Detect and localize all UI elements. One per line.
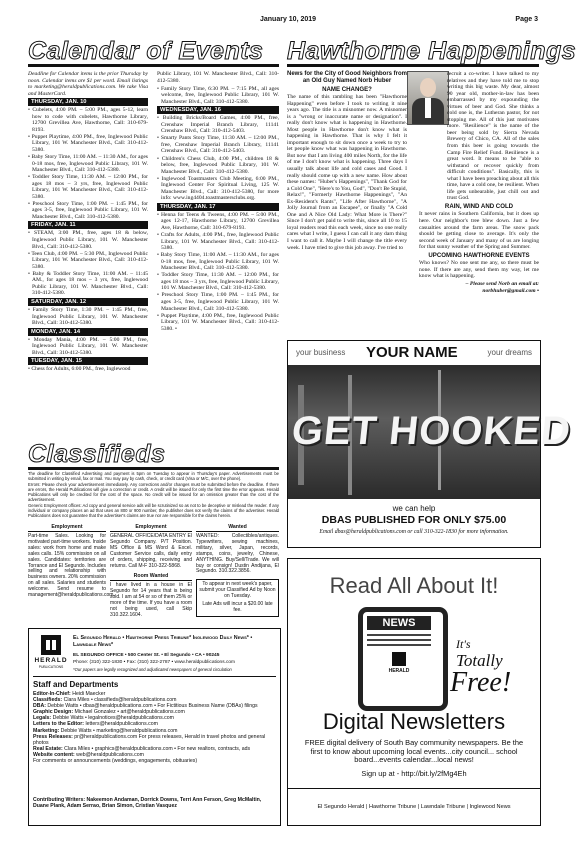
event-item: • Preschool Story Time, 1:00 PM. – 1:45 PM., for ages 3-5, free, Inglewood Public Library, 101 W. Manchester Blvd., Call: 310-412-5380. xyxy=(28,200,148,220)
employment-ad-1: Part-time Sales. Looking for motivated part-time workers. Inside sales: work from home and make sales calls. 15% commission on all sales. Candidates: territories are Torrance and El Segundo. Includes selling and relationship with business owners. 20% commission on all sales. Salaries and students welcome. Send resume to management@heraldpublications.com. xyxy=(28,533,115,599)
event-item: • Chess for Adults, 6:00 PM., free, Inglewood xyxy=(28,366,131,373)
classifieds-employment-col xyxy=(28,524,115,599)
dba-advertisement xyxy=(287,340,574,548)
newsletter-footer: El Segundo Herald | Hawthorne Tribune | Lawndale Tribune | Inglewood News xyxy=(317,804,511,810)
staff-line: Letters to the Editor: letters@heraldpublications.com xyxy=(33,721,158,728)
calendar-continued: Public Library, 101 W. Manchester Blvd., Call: 310-412-5380. xyxy=(157,71,279,84)
office-address: EL SEGUNDO OFFICE • 500 Center St. • El Segundo • CA • 90245 xyxy=(73,653,220,658)
staff-line: For comments or announcements (weddings, engagements, obituaries) xyxy=(33,758,198,765)
subheading-name-change: NAME CHANGE? xyxy=(322,86,372,93)
submission-deadline: To appear in next week's paper, submit your Classified Ad by Noon on Tuesday. xyxy=(199,581,276,600)
submission-box xyxy=(196,579,279,617)
calendar-intro: Deadline for Calendar items is the prior Thursday by noon. Calendar items are $1 per word. Email listings to marketing@heraldpublications.com. We take Visa and MasterCard. xyxy=(28,71,148,97)
herald-logo-icon xyxy=(41,635,61,655)
fine-print-3: Generic Employment offices: Ad copy and general service ads will be scrutinized so as not to be deceptive or mislead the reader. If any individual or company places an ad that uses an 800 or 900 number, the publisher does not verify the claims of the advertiser. Herald Publications does not guarantee that the advertiser's claims are true nor are responsible for the claims herein. xyxy=(28,503,279,518)
its-text: It's xyxy=(456,637,471,651)
column-text-3: It never rains in Southern California, but it does up here. Our neighbor's tree blew down. Just a few casualties around the farm areas. The snow pack should be getting close to average. It's only the second week of January and many of us are longing for that sunny weather of the Spring and Summer. xyxy=(419,211,539,251)
calendar-items-continued xyxy=(157,86,279,106)
read-all-headline: Read All About It! xyxy=(329,573,499,598)
employment-header: Employment xyxy=(28,524,106,532)
column-text-1: The name of this rambling has been "Hawthorne Happening" even before I took to writing it nine years ago. The title is a misnomer now. A misnomer is a "wrong or inaccurate name or designation". I really don't know what is happening in Hawthorne. Most people in Hawthorne don't know what is happening in Hawthorne. That is why I felt it important enough to sit down once a week to try to let people know what was happening in Hawthorne. But now that I am living 400 miles North, for the life of me I don't know what is happening. Three days I usually talk about life and cold cases and Good. I really should come up with a new name. How about these names: "Huber's Happenings", "Thank God for a Cold One", "Here's to You, God", "Don't Be Stupid, Relax!", "Formerly Hawthorne Happenings", "An Ex-Resident's Rants", "Life After Hawthorne", "A Jolly Journal from an Escapee", or finally "A Cold One and A Nice Old Lady: What More is There?" Since I don't get paid to write this, since all 10 to 15 loyal readers read this each week, since no one really cares what I write, I guess I can call it any darn thing I want to call it. Maybe I will change the title every week. I have tried to give this job away. I've tried to xyxy=(287,94,407,251)
wanted-header: Wanted xyxy=(196,524,279,532)
fine-print-2: Errors: Please check your advertisement immediately. Any corrections and/or changes must be submitted before the deadline. If there are errors, the Herald Publications will give a correction or credit. A credit will be issued for only the first time the error appears. Herald Publications will only be credited for the cost of the space. No credit will be issued for an omission greater than the cost of the advertisement. xyxy=(28,482,279,502)
day-header: THURSDAY, JAN. 17 xyxy=(157,203,279,211)
herald-brand: HERALD xyxy=(34,657,68,664)
event-item: • Puppet Playtime, 4:00 PM., free, Inglewood Public Library, 101 W. Manchester Blvd., Call: 310-412-5380. • xyxy=(157,312,279,332)
dba-contact: Email dbas@heraldpublications.com or call 310-322-1830 for more information. xyxy=(319,529,509,535)
contributing-writers: Contributing Writers: Nakeemon Andaman, Dorrick Downs, Terri Ann Ferson, Greg McMaltin, Duane Plank, Adam Serrao, Brian Simon, Cristian Vasquez xyxy=(33,797,262,810)
totally-text: Totally xyxy=(456,651,503,670)
event-item: • Preschool Story Time, 1:00 PM. – 1:45 PM., for ages 3-5, free, Inglewood Public Library, 101 W. Manchester Blvd., Call: 310-412-5380. xyxy=(157,292,279,312)
author-signoff: – Please send Norb an email at: norbhuber@gmail.com • xyxy=(465,281,539,294)
herald-brand-sub: PUBLICATIONS xyxy=(38,665,64,669)
calendar-days-list-2 xyxy=(157,106,279,332)
subheading-rain: RAIN, WIND AND COLD xyxy=(444,203,514,211)
free-text: Free! xyxy=(450,667,512,698)
staff-line: Marketing: Debbie Watts • marketing@heraldpublications.com xyxy=(33,727,178,734)
your-dreams-text: your dreams xyxy=(487,348,532,357)
event-item: • Cubelets, 4:00 PM. – 5:00 PM., ages 5-12, learn how to code with cubelets, Hawthorne Library, 12700 Grevillea Ave, Hawthorne, Call: 310-679-8193. xyxy=(28,107,148,133)
herald-tablet-logo-icon xyxy=(385,652,413,676)
event-item: • Baby Story Time, 11:00 AM. – 11:30 AM., for ages 0-18 mos, free, Inglewood Public Library, 101 W. Manchester Blvd., Call: 310-412-5380. xyxy=(28,154,148,174)
column-text-4: Who knows? No one sent me any, so there must be none. If there are any, send them my way, let me know what is happening. xyxy=(419,260,539,280)
page-number: Page 3 xyxy=(515,16,538,23)
issue-date: January 10, 2019 xyxy=(260,16,317,23)
staff-line: Legals: Debbie Watts • legalnotices@heraldpublications.com xyxy=(33,715,174,722)
day-header: WEDNESDAY, JAN. 16 xyxy=(157,106,279,114)
column-text-2: recruit a co-writer. I have talked to my relatives and they have told me to stop writing this big waste. My dear, almost 90 year old, mother-in-law has been embarrassed by my expounding the virtues of beer and God. She thinks a cold one is, the Lutheran pastor, for not stopping me. All of this just motivates more. "Resilience" is the name of the beer being sold by Sierra Nevada Brewery of Chico, CA. All of the sales from this beer is going towards the Camp Fire Relief Fund. Resilience is a great word. It means to be "able to withstand or recover quickly from difficult conditions". Basically, this is what I have been preaching about all this time, have a cold one, be resilient. When life gets unbearable, just chill out and trust God. xyxy=(447,71,539,202)
newsletter-body: FREE digital delivery of South Bay community newspapers. Be the first to know about upcoming local events...city council... school board...events calendar...local news! xyxy=(304,738,524,765)
event-item: • Family Story Time, 1:30 PM. – 1:45 PM., free, Inglewood Public Library, 101 W. Manchester Blvd., Call: 310-412-5380. xyxy=(28,306,148,327)
subheading-events: UPCOMING HAWTHORNE EVENTS xyxy=(428,252,530,260)
dba-headline: DBAS PUBLISHED FOR ONLY $75.00 xyxy=(321,514,507,526)
room-wanted-header: Room Wanted xyxy=(110,573,192,581)
event-item: • Baby & Toddler Story Time, 11:00 AM. – 11:45 AM., for ages 18 mos – 3 yrs, free, Inglewood Public Library, 101 W. Manchester Blvd., Call: 310-412-5380. xyxy=(28,270,148,297)
day-header: TUESDAY, JAN. 15 xyxy=(28,357,148,365)
event-item: • Toddler Story Time, 11:30 AM. – 12:00 PM., for ages 18 mos – 3 yrs, free, Inglewood Public Library, 101 W. Manchester Blvd., Call: 310-412-5380. xyxy=(28,174,148,200)
your-name-text: YOUR NAME xyxy=(366,344,458,361)
get-hooked-sign: GET HOOKED xyxy=(289,409,574,453)
hawthorne-column-1 xyxy=(287,71,407,253)
classifieds-employment-col-2 xyxy=(110,524,192,619)
classifieds-title: Classifieds xyxy=(28,441,279,470)
news-label: NEWS xyxy=(367,616,431,630)
event-item: • Building Bricks/Board Games, 4:00 PM., free, Crenshaw Imperial Branch Library, 11141 Crenshaw Blvd., Call: 310-412-5403. xyxy=(157,115,279,135)
page-header xyxy=(28,14,538,28)
staff-list xyxy=(33,691,276,764)
hawthorne-title: Hawthorne Happenings xyxy=(287,37,576,65)
column-heading: News for the City of Good Neighbors from an Old Guy Named Norb Huber xyxy=(287,71,408,84)
fine-print-1: The deadline for Classified Advertising and payment is 5pm on Tuesday to appear in Thursday's paper. Advertisements must be submitted in writing by email, fax or mail. You may pay by cash, check, or credit card (Visa or M/C, over the phone). xyxy=(28,471,279,481)
classifieds-wanted-col xyxy=(196,524,279,617)
staff-line: Press Releases: pr@heraldpublications.com For press releases, Herald in travel photos and general photos xyxy=(33,733,266,746)
tablet-herald-brand: HERALD xyxy=(388,668,410,674)
staff-line: Editor-In-Chief: Heidi Maecker xyxy=(33,691,106,697)
event-item: • Children's Chess Club, 4:00 PM., children 18 & below, free, Inglewood Public Library, 101 W. Manchester Blvd., Call: 310-412-5380. xyxy=(157,155,279,175)
day-header: FRIDAY, JAN. 11 xyxy=(28,221,148,229)
calendar-column-1 xyxy=(28,71,148,373)
calendar-title: Calendar of Events xyxy=(28,38,279,67)
we-can-help-text: we can help xyxy=(392,504,436,513)
event-item: • STEAM, 3:00 PM., free, ages 18 & below, Inglewood Public Library, 101 W. Manchester Blvd., Call: 310-412-5380. xyxy=(28,230,148,250)
day-header: MONDAY, JAN. 14 xyxy=(28,328,148,336)
adjudicated-note: *Our papers are legally recognized and adjudicated newspapers of general circulation xyxy=(73,667,232,672)
day-header: THURSDAY, JAN. 10 xyxy=(28,98,148,106)
late-fee-notice: Late Ads will incur a $20.00 late fee. xyxy=(202,601,273,613)
event-item: • Puppet Playtime, 4:00 PM., free, Inglewood Public Library, 101 W. Manchester Blvd., Call: 310-412-5380. xyxy=(28,133,148,153)
get-hooked-photo xyxy=(288,365,574,499)
staff-line: Classifieds: Clara Miles • classifieds@heraldpublications.com xyxy=(33,697,177,704)
digital-newsletters-headline: Digital Newsletters xyxy=(322,709,506,734)
herald-logo xyxy=(33,635,69,675)
event-item: • Toddler Story Time, 11:30 AM. – 12:00 PM., for ages 18 mos – 3 yrs, free, Inglewood Public Library, 101 W. Manchester Blvd., Call: 310-412-5380. xyxy=(157,272,279,292)
event-item: • Teen Club, 4:00 PM. – 5:30 PM., Inglewood Public Library, 101 W. Manchester Blvd., Call: 310-412-5380. xyxy=(28,250,148,270)
newsletter-signup-link[interactable]: Sign up at - http://bit.ly/2fMg4Eh xyxy=(361,769,467,778)
wanted-ad: WANTED: Collectibles/antiques. Typewriters, sewing machines, military, silver, Japan, records, stamps, coins, jewelry, Chinese, ANYTHING. Buy/Sell/Trade. We will buy or consign! Dustin Andijana, El Segundo. 310.322.3856. xyxy=(196,533,279,575)
event-item: • Crafts for Adults, 4:00 PM., free, Inglewood Public Library, 101 W. Manchester Blvd., Call: 310-412-5380. xyxy=(157,231,279,252)
employment-ad-2: GENERAL OFFICE/DATA ENTRY El Segundo Company. P/T Position. MS Office & MS Word & Excel. Customer Service calls, daily entry of orders, shipping, receiving and returns. Call M-F 310-322-5868. xyxy=(110,533,192,569)
day-header: SATURDAY, JAN. 12 xyxy=(28,298,148,306)
room-wanted-ad: I have lived in a house in El Segundo for 14 years that is being sold. I am at 54 or so of them 25% or more of the time. If you have a room not being used, call Skip 310.322.1604. xyxy=(110,582,192,618)
staff-title: Staff and Departments xyxy=(33,680,119,689)
event-item: • Family Story Time, 6:30 PM. – 7:15 PM., all ages welcome, free, Inglewood Public Library, 101 W. Manchester Blvd., Call: 310-412-5380. xyxy=(157,85,279,105)
office-phone: Phone: (310) 322-1830 • Fax: (310) 322-2787 • www.heraldpublications.com xyxy=(73,660,236,665)
hawthorne-column-2 xyxy=(419,71,539,296)
staff-line: Graphic Design: Michael Gonzalez • art@heraldpublications.com xyxy=(33,709,185,716)
publications-list: El Segundo Herald • Hawthorne Press Tribune* Inglewood Daily News* • Lawndale News* xyxy=(73,635,253,648)
newsletter-advertisement xyxy=(287,558,541,826)
event-item: • Monday Mania, 4:00 PM. – 5:00 PM., free, Inglewood Public Library, 101 W. Manchester Blvd., Call: 310-412-5380. xyxy=(28,336,148,356)
tablet-icon xyxy=(358,607,448,711)
calendar-days-list xyxy=(28,98,148,373)
employment-header-2: Employment xyxy=(110,524,192,532)
your-business-text: your business xyxy=(296,348,346,357)
calendar-column-2 xyxy=(157,71,279,333)
classifieds-fine-print xyxy=(28,471,279,518)
staff-line: DBA: Debbie Watts • dbas@heraldpublications.com • For Fictitious Business Name (DBAs) filings xyxy=(33,703,258,710)
event-item: • Baby Story Time, 11:00 AM. – 11:30 AM., for ages 0-18 mos, free, Inglewood Public Library, 101 W. Manchester Blvd., Call: 310-412-5380. xyxy=(157,252,279,272)
event-item: • Inglewood Toastmasters Club Meeting, 6:00 PM., Inglewood Center For Spiritual Living, 125 W. Manchester Blvd., Call: 310-412-5380, for more info: www.ing4404.toastmastersclubs.org. xyxy=(157,175,279,202)
staff-line: Website content: web@heraldpublications.com xyxy=(33,751,144,758)
event-item: • Henna for Teens & Tweens, 4:00 PM. – 5:00 PM., ages 12-17, Hawthorne Library, 12700 Grevillea Ave, Hawthorne, Call: 310-679-8193. xyxy=(157,211,279,231)
herald-masthead-box xyxy=(28,628,281,826)
staff-line: Real Estate: Clara Miles • graphics@heraldpublications.com • For new realtors, contracts, ads xyxy=(33,745,251,752)
event-item: • Smarty Pants Story Time, 11:30 AM. – 12:00 PM., free, Crenshaw Imperial Branch Library, 11141 Crenshaw Blvd., Call: 310-412-5403. xyxy=(157,135,279,155)
